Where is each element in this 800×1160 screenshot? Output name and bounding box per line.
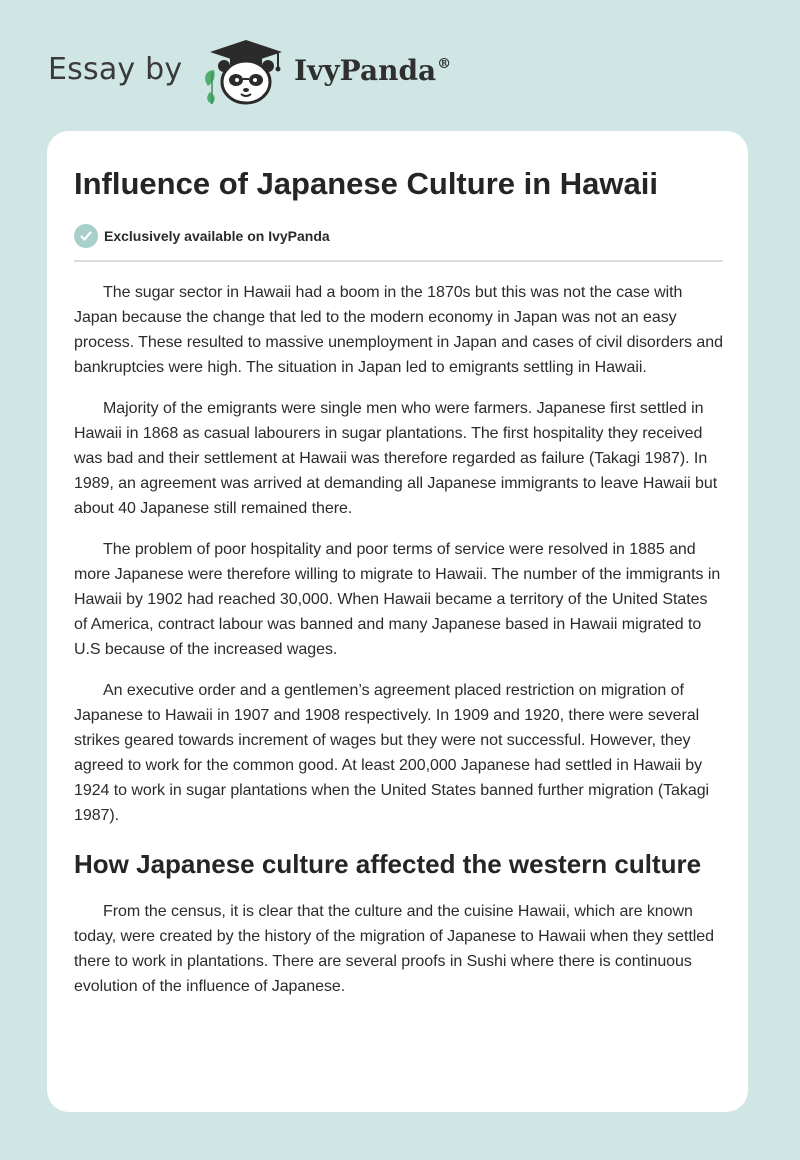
paragraph: An executive order and a gentlemen’s agreement placed restriction on migration of Japanese to Hawaii in 1907 and 1908 respectively. In 1909 and 1920, there were several strikes geared towards increment of wages but they were not successful. However, they agreed to work for the common good. At least 200,000 Japanese had settled in Hawaii by 1924 to work in sugar plantations when the United States banned further migration (Takagi 1987). xyxy=(74,682,710,824)
exclusive-badge-label: Exclusively available on IvyPanda xyxy=(104,228,330,244)
check-icon xyxy=(74,224,98,248)
essay-body xyxy=(74,280,723,999)
trademark-symbol: ® xyxy=(437,56,452,72)
title-divider xyxy=(74,260,723,262)
panda-graduate-icon xyxy=(200,36,292,108)
essay-by-label: Essay by xyxy=(48,52,183,87)
paragraph: Majority of the emigrants were single men who were farmers. Japanese first settled in Hawaii in 1868 as casual labourers in sugar plantations. The first hospitality they received was bad and their settlement at Hawaii was therefore regarded as failure (Takagi 1987). In 1989, an agreement was arrived at demanding all Japanese immigrants to leave Hawaii but about 40 Japanese still remained there. xyxy=(74,400,718,517)
exclusive-badge xyxy=(74,223,723,249)
section-heading: How Japanese culture affected the western culture xyxy=(74,849,702,879)
paragraph: From the census, it is clear that the culture and the cuisine Hawaii, which are known today, were created by the history of the migration of Japanese to Hawaii when they settled there to work in plantations. There are several proofs in Sushi where there is continuous evolution of the influence of Japanese. xyxy=(74,903,714,995)
essay-card xyxy=(47,131,748,1112)
site-header xyxy=(48,36,508,108)
essay-title: Influence of Japanese Culture in Hawaii xyxy=(74,166,658,201)
paragraph: The problem of poor hospitality and poor terms of service were resolved in 1885 and more Japanese were therefore willing to migrate to Hawaii. The number of the immigrants in Hawaii by 1902 had reached 30,000. When Hawaii became a territory of the United States of America, contract labour was banned and many Japanese based in Hawaii migrated to U.S because of the increased wages. xyxy=(74,541,721,658)
paragraph: The sugar sector in Hawaii had a boom in the 1870s but this was not the case with Japan because the change that led to the modern economy in Japan was not an easy process. These resulted to massive unemployment in Japan and cases of civil disorders and bankruptcies were high. The situation in Japan led to emigrants settling in Hawaii. xyxy=(74,284,723,376)
essay-content xyxy=(74,163,723,1015)
brand-name: IvyPanda® xyxy=(294,54,452,87)
